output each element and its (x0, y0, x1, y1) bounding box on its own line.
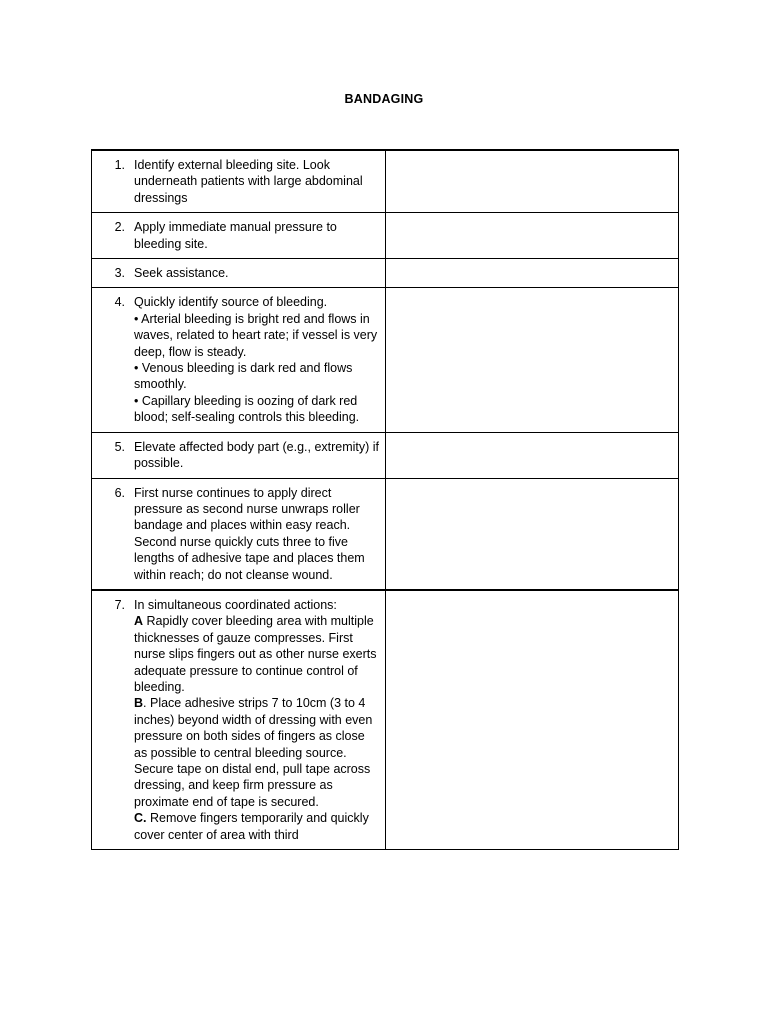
table-row (92, 259, 679, 288)
step-number: 4. (114, 295, 125, 310)
step-text (134, 439, 381, 472)
procedure-table (91, 149, 679, 850)
table-row (92, 478, 679, 590)
substep-label: C. (134, 811, 147, 826)
step-cell (92, 213, 386, 259)
bullet-arterial: • Arterial bleeding is bright red and flows in waves, related to heart rate; if vessel is very deep, flow is steady. (134, 311, 378, 359)
notes-cell (386, 432, 679, 478)
table-row (92, 590, 679, 850)
step-number: 3. (114, 266, 125, 281)
step-text (134, 294, 381, 425)
step-cell (92, 432, 386, 478)
step-number: 5. (114, 439, 125, 454)
table-row (92, 213, 679, 259)
step-number: 7. (114, 597, 125, 612)
substep-text: Rapidly cover bleeding area with multiple thicknesses of gauze compresses. First nurse slips fingers out as other nurse exerts adequate pressure to continue control of bleeding. (134, 614, 377, 694)
step-line: Apply immediate manual pressure to bleeding site. (134, 220, 337, 251)
notes-cell (386, 259, 679, 288)
bullet-capillary: • Capillary bleeding is oozing of dark red blood; self-sealing controls this bleeding. (134, 393, 360, 425)
step-cell (92, 259, 386, 288)
step-text (134, 219, 381, 252)
step-intro: In simultaneous coordinated actions: (134, 597, 337, 612)
step-line: Quickly identify source of bleeding. (134, 295, 328, 310)
step-line: Identify external bleeding site. Look underneath patients with large abdominal dressings (134, 158, 363, 205)
notes-cell (386, 213, 679, 259)
step-line: Seek assistance. (134, 266, 229, 281)
substep-text: . Place adhesive strips 7 to 10cm (3 to 4 inches) beyond width of dressing with even pressure on both sides of fingers as close as possible to central bleeding source. Secure tape on distal end, pull tape across dressing, and keep firm pressure as proximate end of tape is secured. (134, 696, 373, 809)
list-item (98, 294, 381, 425)
step-cell (92, 288, 386, 432)
list-item (98, 439, 381, 472)
notes-cell (386, 150, 679, 213)
step-text (134, 485, 381, 583)
list-item (98, 597, 381, 843)
step-text (134, 265, 381, 281)
list-item (98, 219, 381, 252)
table-row (92, 288, 679, 432)
substep-label: A (134, 614, 144, 629)
bullet-venous: • Venous bleeding is dark red and flows smoothly. (134, 361, 353, 392)
step-number: 1. (114, 158, 125, 172)
table-row (92, 432, 679, 478)
list-item (98, 485, 381, 583)
step-cell (92, 478, 386, 590)
table-row (92, 150, 679, 213)
substep-c (134, 810, 381, 843)
substep-label: B (134, 696, 144, 711)
step-cell (92, 150, 386, 213)
step-number: 2. (114, 220, 125, 235)
list-item (98, 265, 381, 281)
step-line: First nurse continues to apply direct pressure as second nurse unwraps roller bandage and places within easy reach. Second nurse quickly cuts three to five lengths of adhesive tape and places them within reach; do not cleanse wound. (134, 485, 365, 582)
list-item (98, 157, 381, 206)
notes-cell (386, 590, 679, 850)
step-text (134, 597, 381, 843)
step-line: Elevate affected body part (e.g., extremity) if possible. (134, 439, 380, 471)
step-number: 6. (114, 485, 125, 500)
step-cell (92, 590, 386, 850)
document-title: BANDAGING (344, 92, 424, 106)
notes-cell (386, 288, 679, 432)
substep-b (134, 695, 381, 810)
notes-cell (386, 478, 679, 590)
step-text (134, 157, 381, 206)
substep-text: Remove fingers temporarily and quickly cover center of area with third (134, 811, 369, 842)
substep-a (134, 613, 381, 695)
